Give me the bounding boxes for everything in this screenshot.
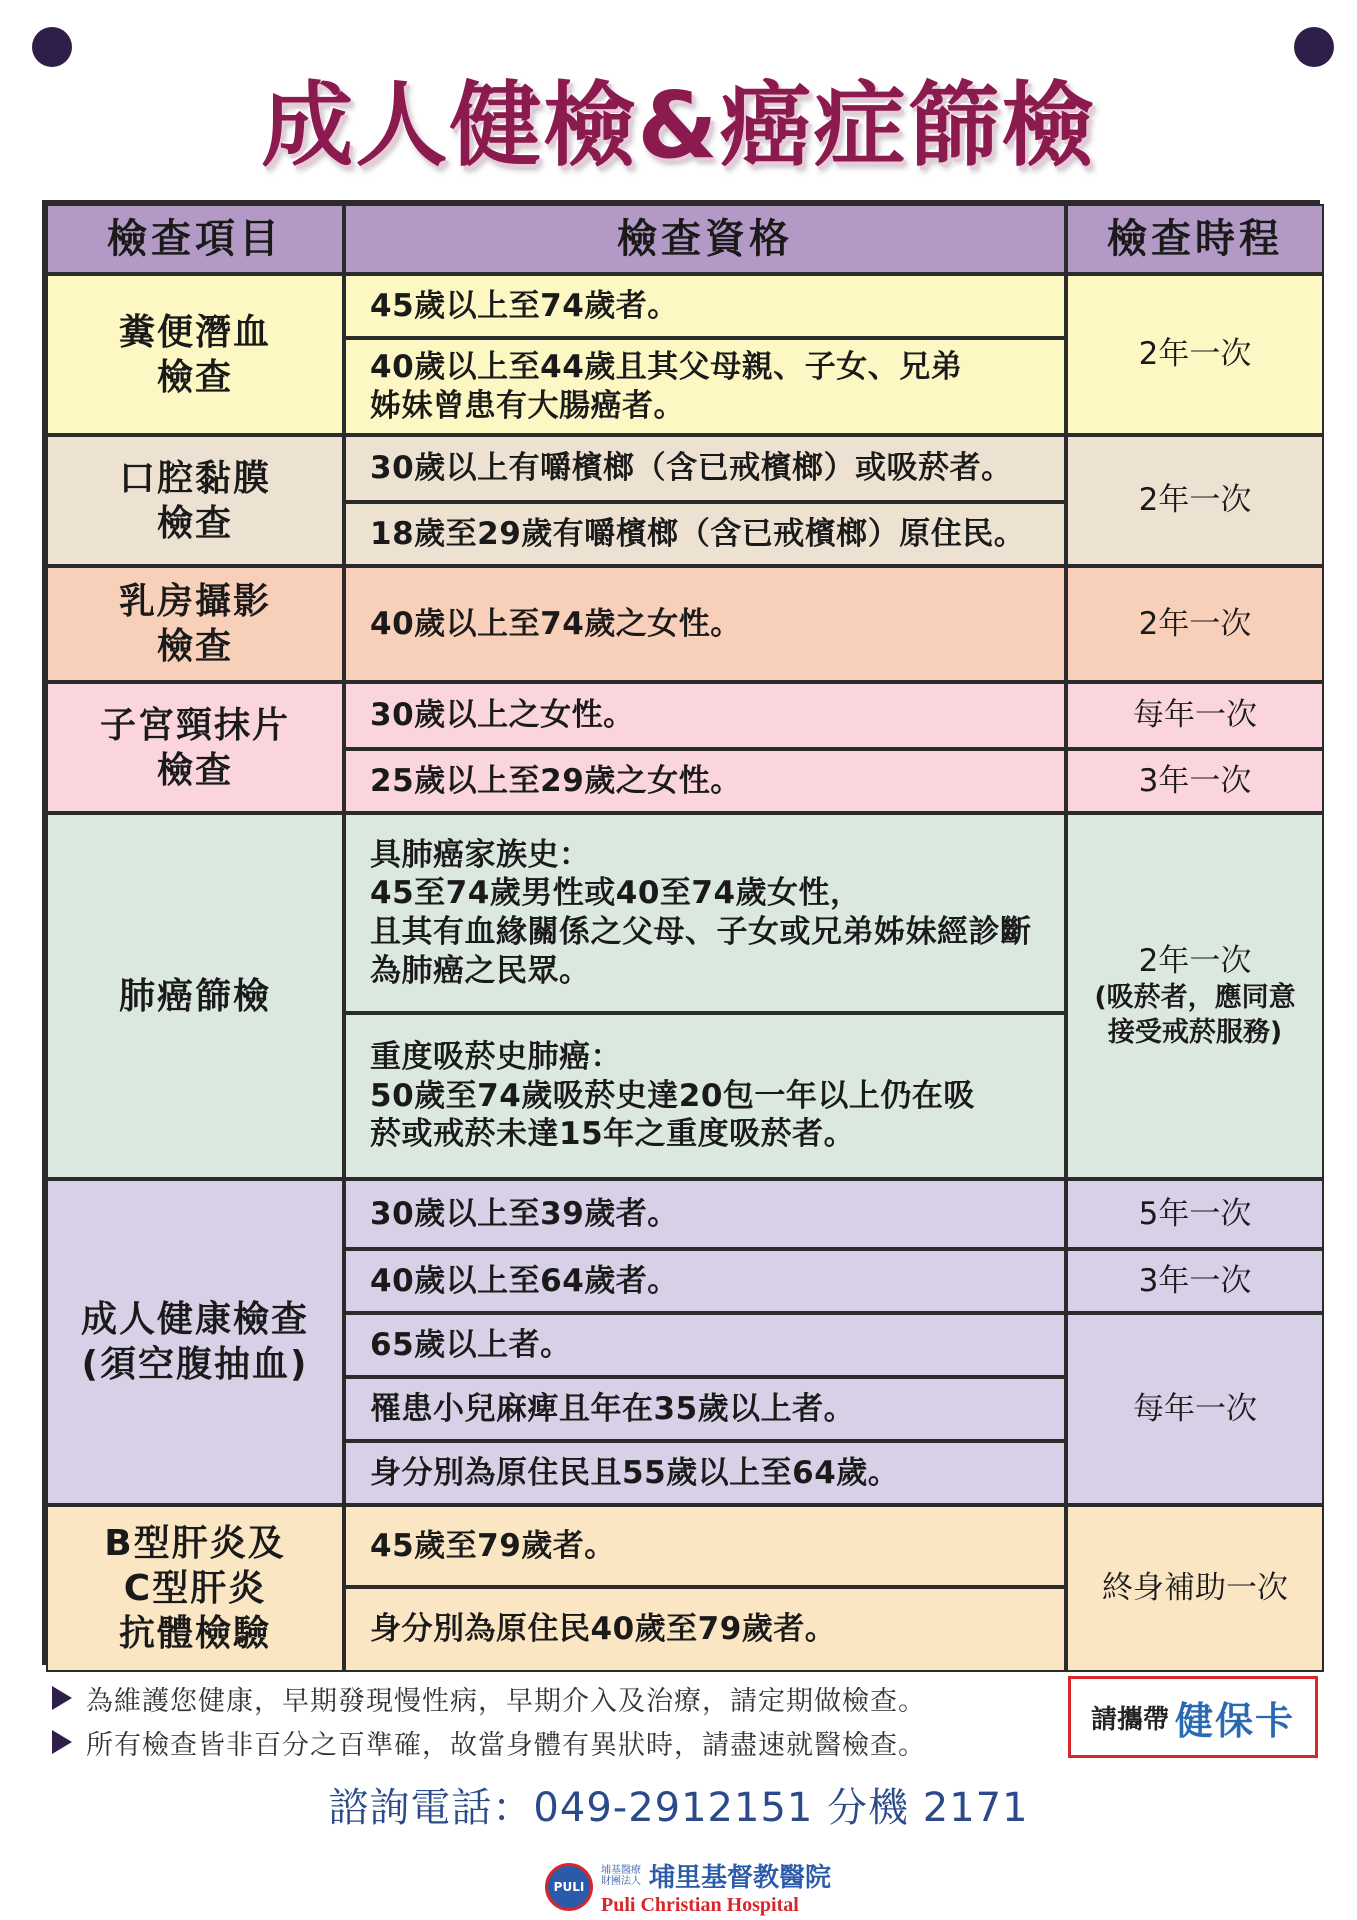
hospital-name-en: Puli Christian Hospital (601, 1894, 799, 1916)
item-fobt: 糞便潛血 檢查 (46, 274, 344, 435)
freq-pap-1: 每年一次 (1066, 682, 1324, 749)
freq-lung-note1: (吸菸者，應同意 (1094, 982, 1296, 1014)
req-lung-1-line1: 具肺癌家族史： (370, 836, 591, 873)
header-schedule: 檢查時程 (1066, 204, 1324, 274)
req-adult-4: 罹患小兒麻痺且年在35歲以上者。 (344, 1377, 1066, 1441)
item-adult-health (46, 1179, 344, 1505)
item-adult-line2: (須空腹抽血) (81, 1344, 309, 1385)
health-card-reminder (1068, 1676, 1318, 1758)
req-pap-2: 25歲以上至29歲之女性。 (344, 749, 1066, 813)
note-line (52, 1676, 1072, 1720)
req-fobt-2-line1: 40歲以上至44歲且其父母親、子女、兄弟 (370, 348, 963, 385)
header-qualification: 檢查資格 (344, 204, 1066, 274)
freq-hep: 終身補助一次 (1066, 1505, 1324, 1672)
req-lung-1-line3: 且其有血緣關係之父母、子女或兄弟姊妹經診斷 (370, 914, 1032, 950)
hospital-name (601, 1857, 831, 1917)
freq-lung-main: 2年一次 (1138, 942, 1252, 979)
req-adult-5: 身分別為原住民且55歲以上至64歲。 (344, 1441, 1066, 1505)
req-lung-1-line4: 為肺癌之民眾。 (370, 952, 591, 989)
freq-mammo: 2年一次 (1066, 566, 1324, 682)
triangle-bullet-icon (52, 1686, 72, 1710)
header-item: 檢查項目 (46, 204, 344, 274)
req-lung-2-line3: 菸或戒菸未達15年之重度吸菸者。 (370, 1116, 856, 1153)
freq-pap-2: 3年一次 (1066, 749, 1324, 813)
freq-adult-1: 5年一次 (1066, 1179, 1324, 1249)
req-lung-1 (344, 813, 1066, 1013)
hospital-emblem-icon: PULI (545, 1863, 593, 1911)
item-hepatitis (46, 1505, 344, 1672)
freq-fobt: 2年一次 (1066, 274, 1324, 435)
hospital-name-zh: 埔里基督教醫院 (649, 1863, 832, 1893)
note-text-1: 為維護您健康，早期發現慢性病，早期介入及治療，請定期做檢查。 (86, 1685, 926, 1717)
item-lung: 肺癌篩檢 (46, 813, 344, 1179)
card-reminder-main: 健保卡 (1175, 1698, 1296, 1743)
item-pap: 子宮頸抹片 檢查 (46, 682, 344, 813)
req-fobt-1: 45歲以上至74歲者。 (344, 274, 1066, 338)
item-adult-line1: 成人健康檢查 (80, 1299, 309, 1340)
freq-lung (1066, 813, 1324, 1179)
triangle-bullet-icon (52, 1730, 72, 1754)
item-oral: 口腔黏膜 檢查 (46, 435, 344, 566)
notes (52, 1676, 1072, 1764)
req-oral-1: 30歲以上有嚼檳榔（含已戒檳榔）或吸菸者。 (344, 435, 1066, 502)
screening-table (42, 200, 1320, 1665)
hospital-foundation: 埔基醫療財團法人 (601, 1864, 641, 1887)
req-lung-2 (344, 1013, 1066, 1179)
freq-adult-3: 每年一次 (1066, 1313, 1324, 1505)
req-adult-1: 30歲以上至39歲者。 (344, 1179, 1066, 1249)
item-mammo: 乳房攝影 檢查 (46, 566, 344, 682)
freq-lung-note2: 接受戒菸服務) (1107, 1017, 1283, 1049)
contact-phone: 諮詢電話：049-2912151 分機 2171 (328, 1785, 1029, 1831)
req-adult-2: 40歲以上至64歲者。 (344, 1249, 1066, 1313)
item-hep-line2: C型肝炎 (123, 1568, 267, 1609)
freq-oral: 2年一次 (1066, 435, 1324, 566)
freq-adult-2: 3年一次 (1066, 1249, 1324, 1313)
req-hep-2: 身分別為原住民40歲至79歲者。 (344, 1587, 1066, 1672)
item-hep-line1: B型肝炎及 (104, 1523, 286, 1564)
req-lung-1-line2: 45至74歲男性或40至74歲女性， (370, 875, 862, 912)
req-hep-1: 45歲至79歲者。 (344, 1505, 1066, 1587)
note-line (52, 1720, 1072, 1764)
req-oral-2: 18歲至29歲有嚼檳榔（含已戒檳榔）原住民。 (344, 502, 1066, 566)
req-pap-1: 30歲以上之女性。 (344, 682, 1066, 749)
req-fobt-2-line2: 姊妹曾患有大腸癌者。 (370, 387, 685, 424)
page-title: 成人健檢&癌症篩檢 (261, 72, 1096, 179)
req-lung-2-line2: 50歲至74歲吸菸史達20包一年以上仍在吸 (370, 1077, 975, 1114)
req-mammo-1: 40歲以上至74歲之女性。 (344, 566, 1066, 682)
item-hep-line3: 抗體檢驗 (118, 1613, 271, 1654)
hospital-logo (545, 1857, 831, 1917)
card-reminder-prefix: 請攜帶 (1090, 1704, 1169, 1735)
req-adult-3: 65歲以上者。 (344, 1313, 1066, 1377)
req-fobt-2 (344, 338, 1066, 435)
req-lung-2-line1: 重度吸菸史肺癌： (370, 1038, 622, 1075)
note-text-2: 所有檢查皆非百分之百準確，故當身體有異狀時，請盡速就醫檢查。 (86, 1729, 926, 1761)
